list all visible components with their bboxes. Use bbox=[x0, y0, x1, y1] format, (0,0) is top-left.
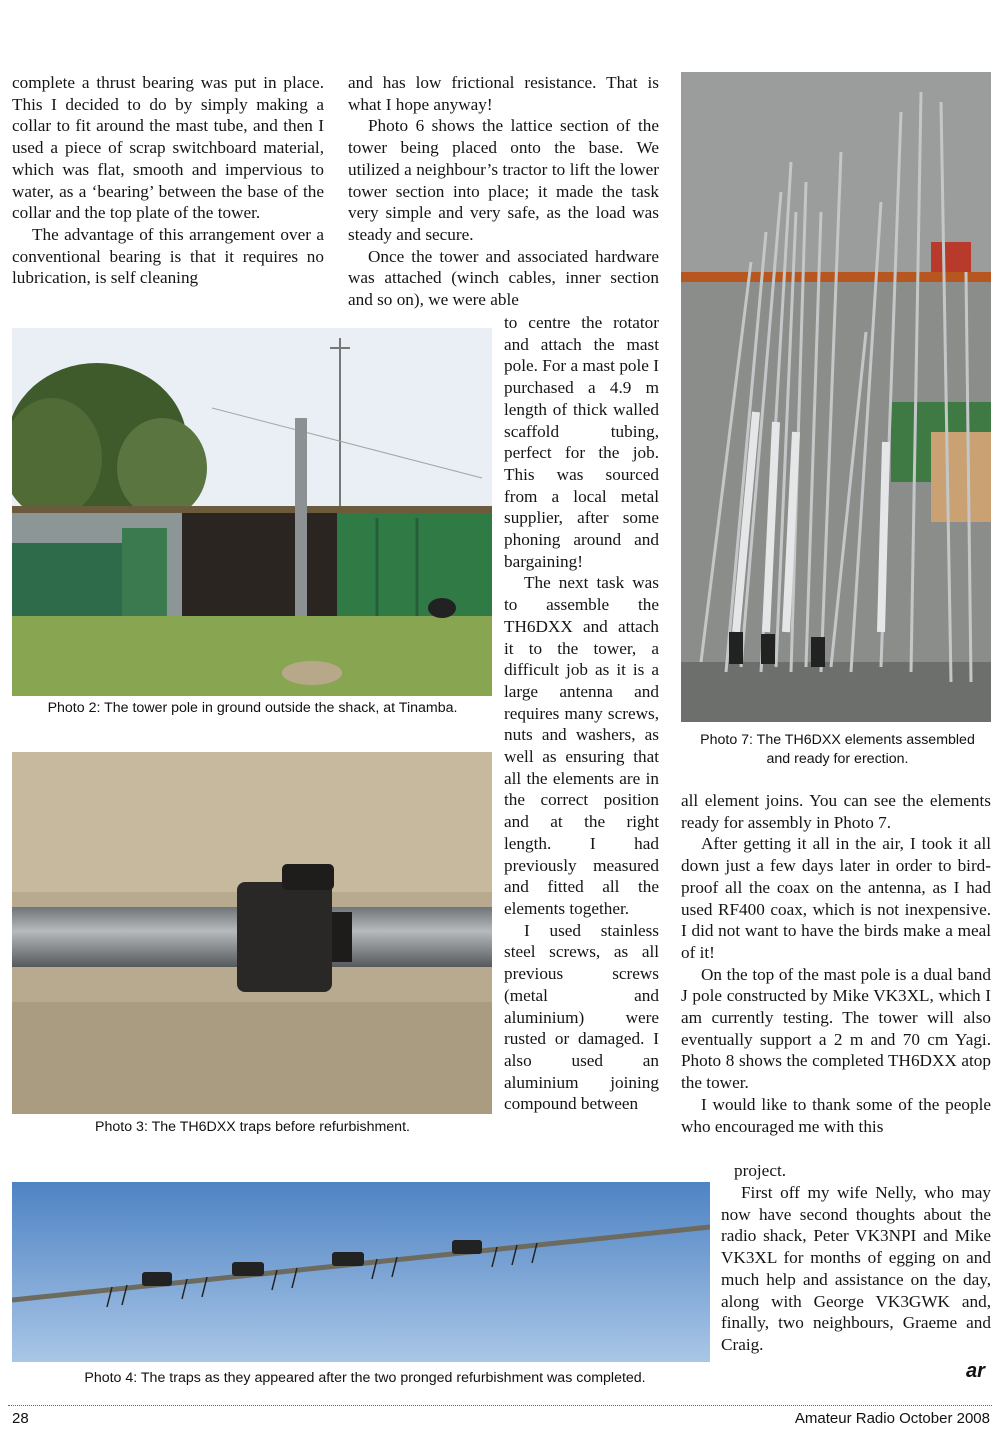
paragraph: Once the tower and associated hardware was attached (winch cables, inner section and so on), we were able bbox=[348, 246, 659, 310]
article-end-mark: ar bbox=[966, 1360, 985, 1382]
photo-2 bbox=[12, 328, 492, 696]
photo-3-image bbox=[12, 752, 492, 1114]
paragraph: and has low frictional resistance. That is what I hope anyway! bbox=[348, 73, 659, 114]
paragraph: First off my wife Nelly, who may now have second thoughts about the radio shack, Peter VK3NPI and Mike VK3XL for months of egging on and much help and assistance on the day, along with George VK3GWK and, finally, two neighbours, Graeme and Craig. bbox=[721, 1183, 991, 1354]
paragraph: I used stainless steel screws, as all previous screws (metal and aluminium) were rusted or damaged. I also used an aluminium joining compound between bbox=[504, 920, 659, 1114]
paragraph: I would like to thank some of the people who encouraged me with this bbox=[681, 1094, 991, 1136]
photo-4-image bbox=[12, 1182, 710, 1362]
paragraph: Photo 6 shows the lattice section of the tower being placed onto the base. We utilized a neighbour’s tractor to lift the lower tower section into place; it made the task very simple and very safe, as the load was steady and secure. bbox=[348, 116, 659, 244]
paragraph: all element joins. You can see the elements ready for assembly in Photo 7. bbox=[681, 791, 991, 832]
paragraph: On the top of the mast pole is a dual band J pole constructed by Mike VK3XL, which I am currently testing. The tower will also eventually support a 2 m and 70 cm Yagi. Photo 8 shows the completed TH6DXX atop the tower. bbox=[681, 964, 991, 1093]
column-2-text bbox=[348, 72, 659, 311]
column-3-tail-a bbox=[734, 1160, 991, 1182]
photo-3 bbox=[12, 752, 492, 1114]
column-2-narrow-text bbox=[504, 312, 659, 1115]
paragraph: to centre the rotator and attach the mast pole. For a mast pole I purchased a 4.9 m length of thick walled scaffold tubing, perfect for the job. This was sourced from a local metal supplier, after some phoning around and bargaining! bbox=[504, 313, 659, 571]
photo-7 bbox=[681, 72, 991, 722]
page-number: 28 bbox=[12, 1410, 29, 1427]
column-3-tail-b bbox=[721, 1182, 991, 1356]
photo-4-caption: Photo 4: The traps as they appeared after the two pronged refurbishment was completed. bbox=[84, 1370, 646, 1386]
publication-name: Amateur Radio October 2008 bbox=[794, 1410, 990, 1427]
paragraph: The advantage of this arrangement over a conventional bearing is that it requires no lubrication, is self cleaning bbox=[12, 224, 324, 288]
photo-2-caption: Photo 2: The tower pole in ground outside the shack, at Tinamba. bbox=[47, 700, 458, 716]
paragraph: project. bbox=[734, 1161, 787, 1180]
photo-4 bbox=[12, 1182, 710, 1362]
photo-7-caption: Photo 7: The TH6DXX elements assembled and ready for erection. bbox=[700, 732, 975, 767]
paragraph: The next task was to assemble the TH6DXX and attach it to the tower, a difficult job as it is a large antenna and requires many screws, nuts and washers, as well as ensuring that all the elements are in the correct position and at the right length. I had previously measured and fitted all the elements together. bbox=[504, 573, 659, 918]
footer-rule bbox=[8, 1405, 992, 1406]
paragraph: After getting it all in the air, I took it all down just a few days later in order to bird-proof all the coax on the antenna, as I had used RF400 coax, which is not inexpensive. I did not want to have the birds make a meal of it! bbox=[681, 834, 991, 962]
photo-2-image bbox=[12, 328, 492, 696]
column-1-text bbox=[12, 72, 324, 289]
photo-3-caption: Photo 3: The TH6DXX traps before refurbishment. bbox=[95, 1119, 410, 1135]
photo-7-image bbox=[681, 72, 991, 722]
column-3-text bbox=[681, 790, 991, 1137]
paragraph: complete a thrust bearing was put in place. This I decided to do by simply making a collar to fit around the mast tube, and then I used a piece of scrap switchboard material, which was flat, smooth and impervious to water, as a ‘bearing’ between the base of the collar and the top plate of the tower. bbox=[12, 73, 324, 223]
